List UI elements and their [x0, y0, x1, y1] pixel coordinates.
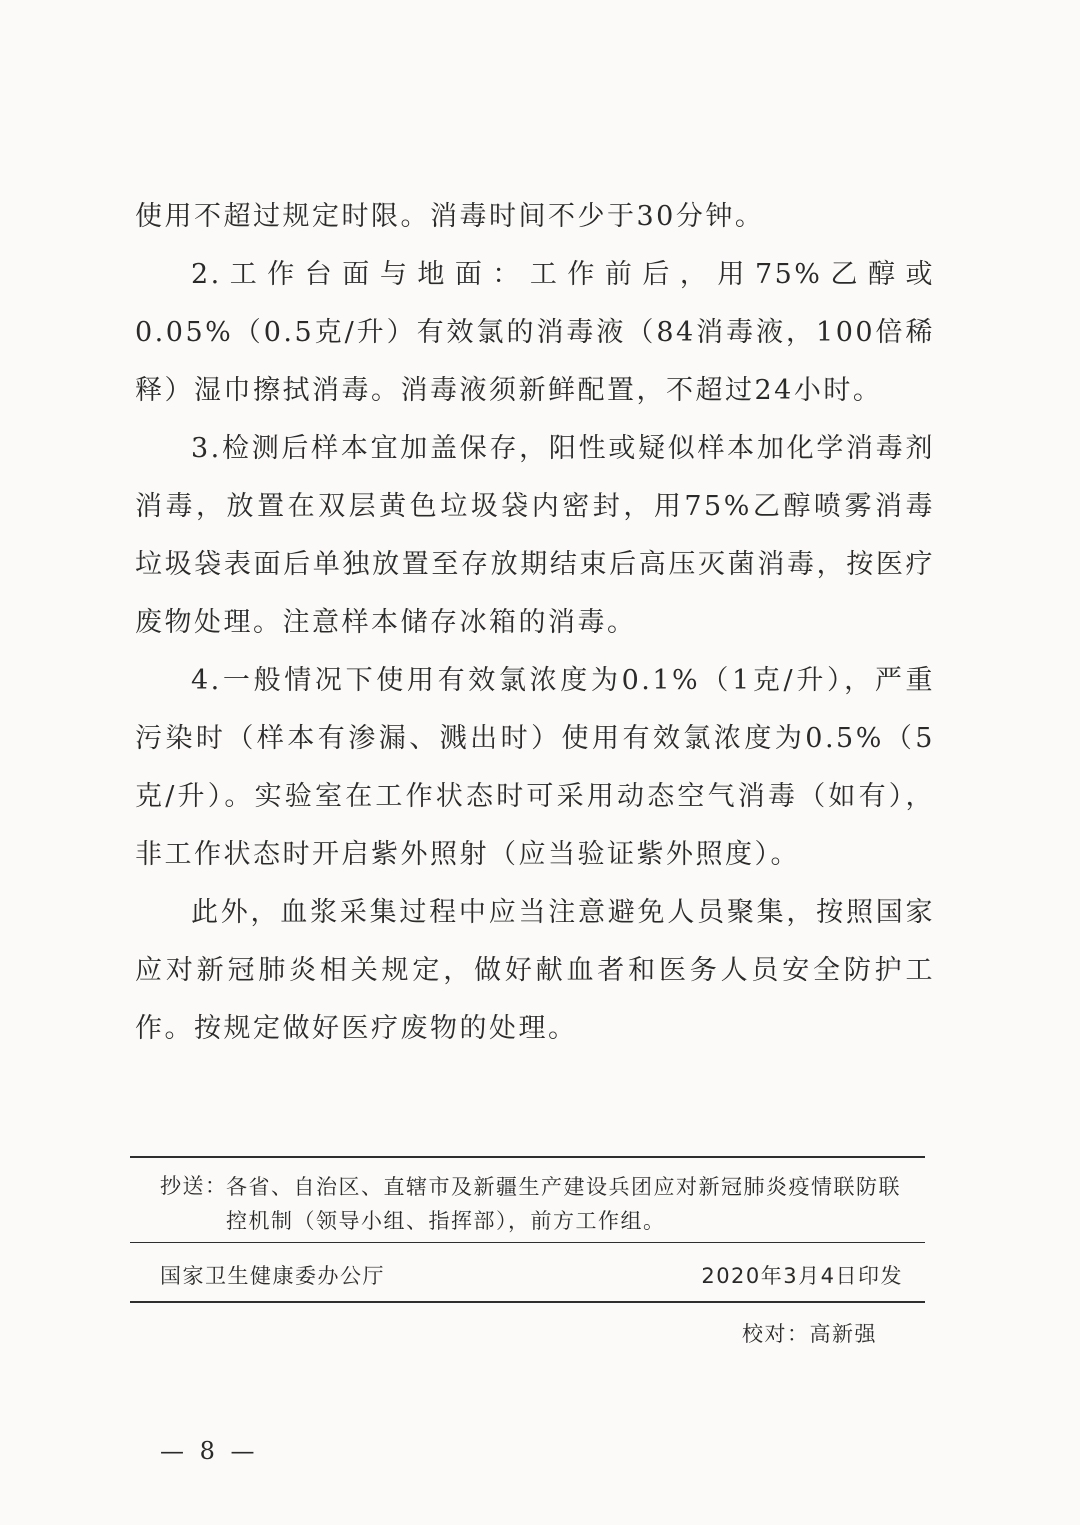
page-number: — 8 — [160, 1437, 259, 1465]
bottom-rule [130, 1301, 925, 1303]
issuer: 国家卫生健康委办公厅 [160, 1264, 385, 1288]
issue-date: 2020年3月4日印发 [701, 1264, 903, 1288]
paragraph-5: 此外，血浆采集过程中应当注意避免人员聚集，按照国家应对新冠肺炎相关规定，做好献血者和医务人员安全防护工作。按规定做好医疗废物的处理。 [135, 897, 935, 1044]
body-text [135, 188, 935, 1058]
proofreader: 校对：高新强 [742, 1322, 877, 1346]
paragraph-4: 4.一般情况下使用有效氯浓度为0.1%（1克/升），严重污染时（样本有渗漏、溅出时）使用有效氯浓度为0.5%（5克/升）。实验室在工作状态时可采用动态空气消毒（如有），非工作状态时开启紫外照射（应当验证紫外照度）。 [135, 665, 935, 870]
paragraph-3: 3.检测后样本宜加盖保存，阳性或疑似样本加化学消毒剂消毒，放置在双层黄色垃圾袋内密封，用75%乙醇喷雾消毒垃圾袋表面后单独放置至存放期结束后高压灭菌消毒，按医疗废物处理。注意样本储存冰箱的消毒。 [135, 433, 935, 638]
cc-recipients: 各省、自治区、直辖市及新疆生产建设兵团应对新冠肺炎疫情联防联控机制（领导小组、指挥部），前方工作组。 [226, 1175, 901, 1233]
paragraph-1: 使用不超过规定时限。消毒时间不少于30分钟。 [135, 201, 765, 232]
paragraph-2: 2.工作台面与地面：工作前后，用75%乙醇或0.05%（0.5克/升）有效氯的消毒液（84消毒液，100倍稀释）湿巾擦拭消毒。消毒液须新鲜配置，不超过24小时。 [135, 259, 935, 406]
middle-rule [130, 1242, 925, 1243]
top-rule [130, 1156, 925, 1158]
cc-label: 抄送： [160, 1174, 228, 1198]
